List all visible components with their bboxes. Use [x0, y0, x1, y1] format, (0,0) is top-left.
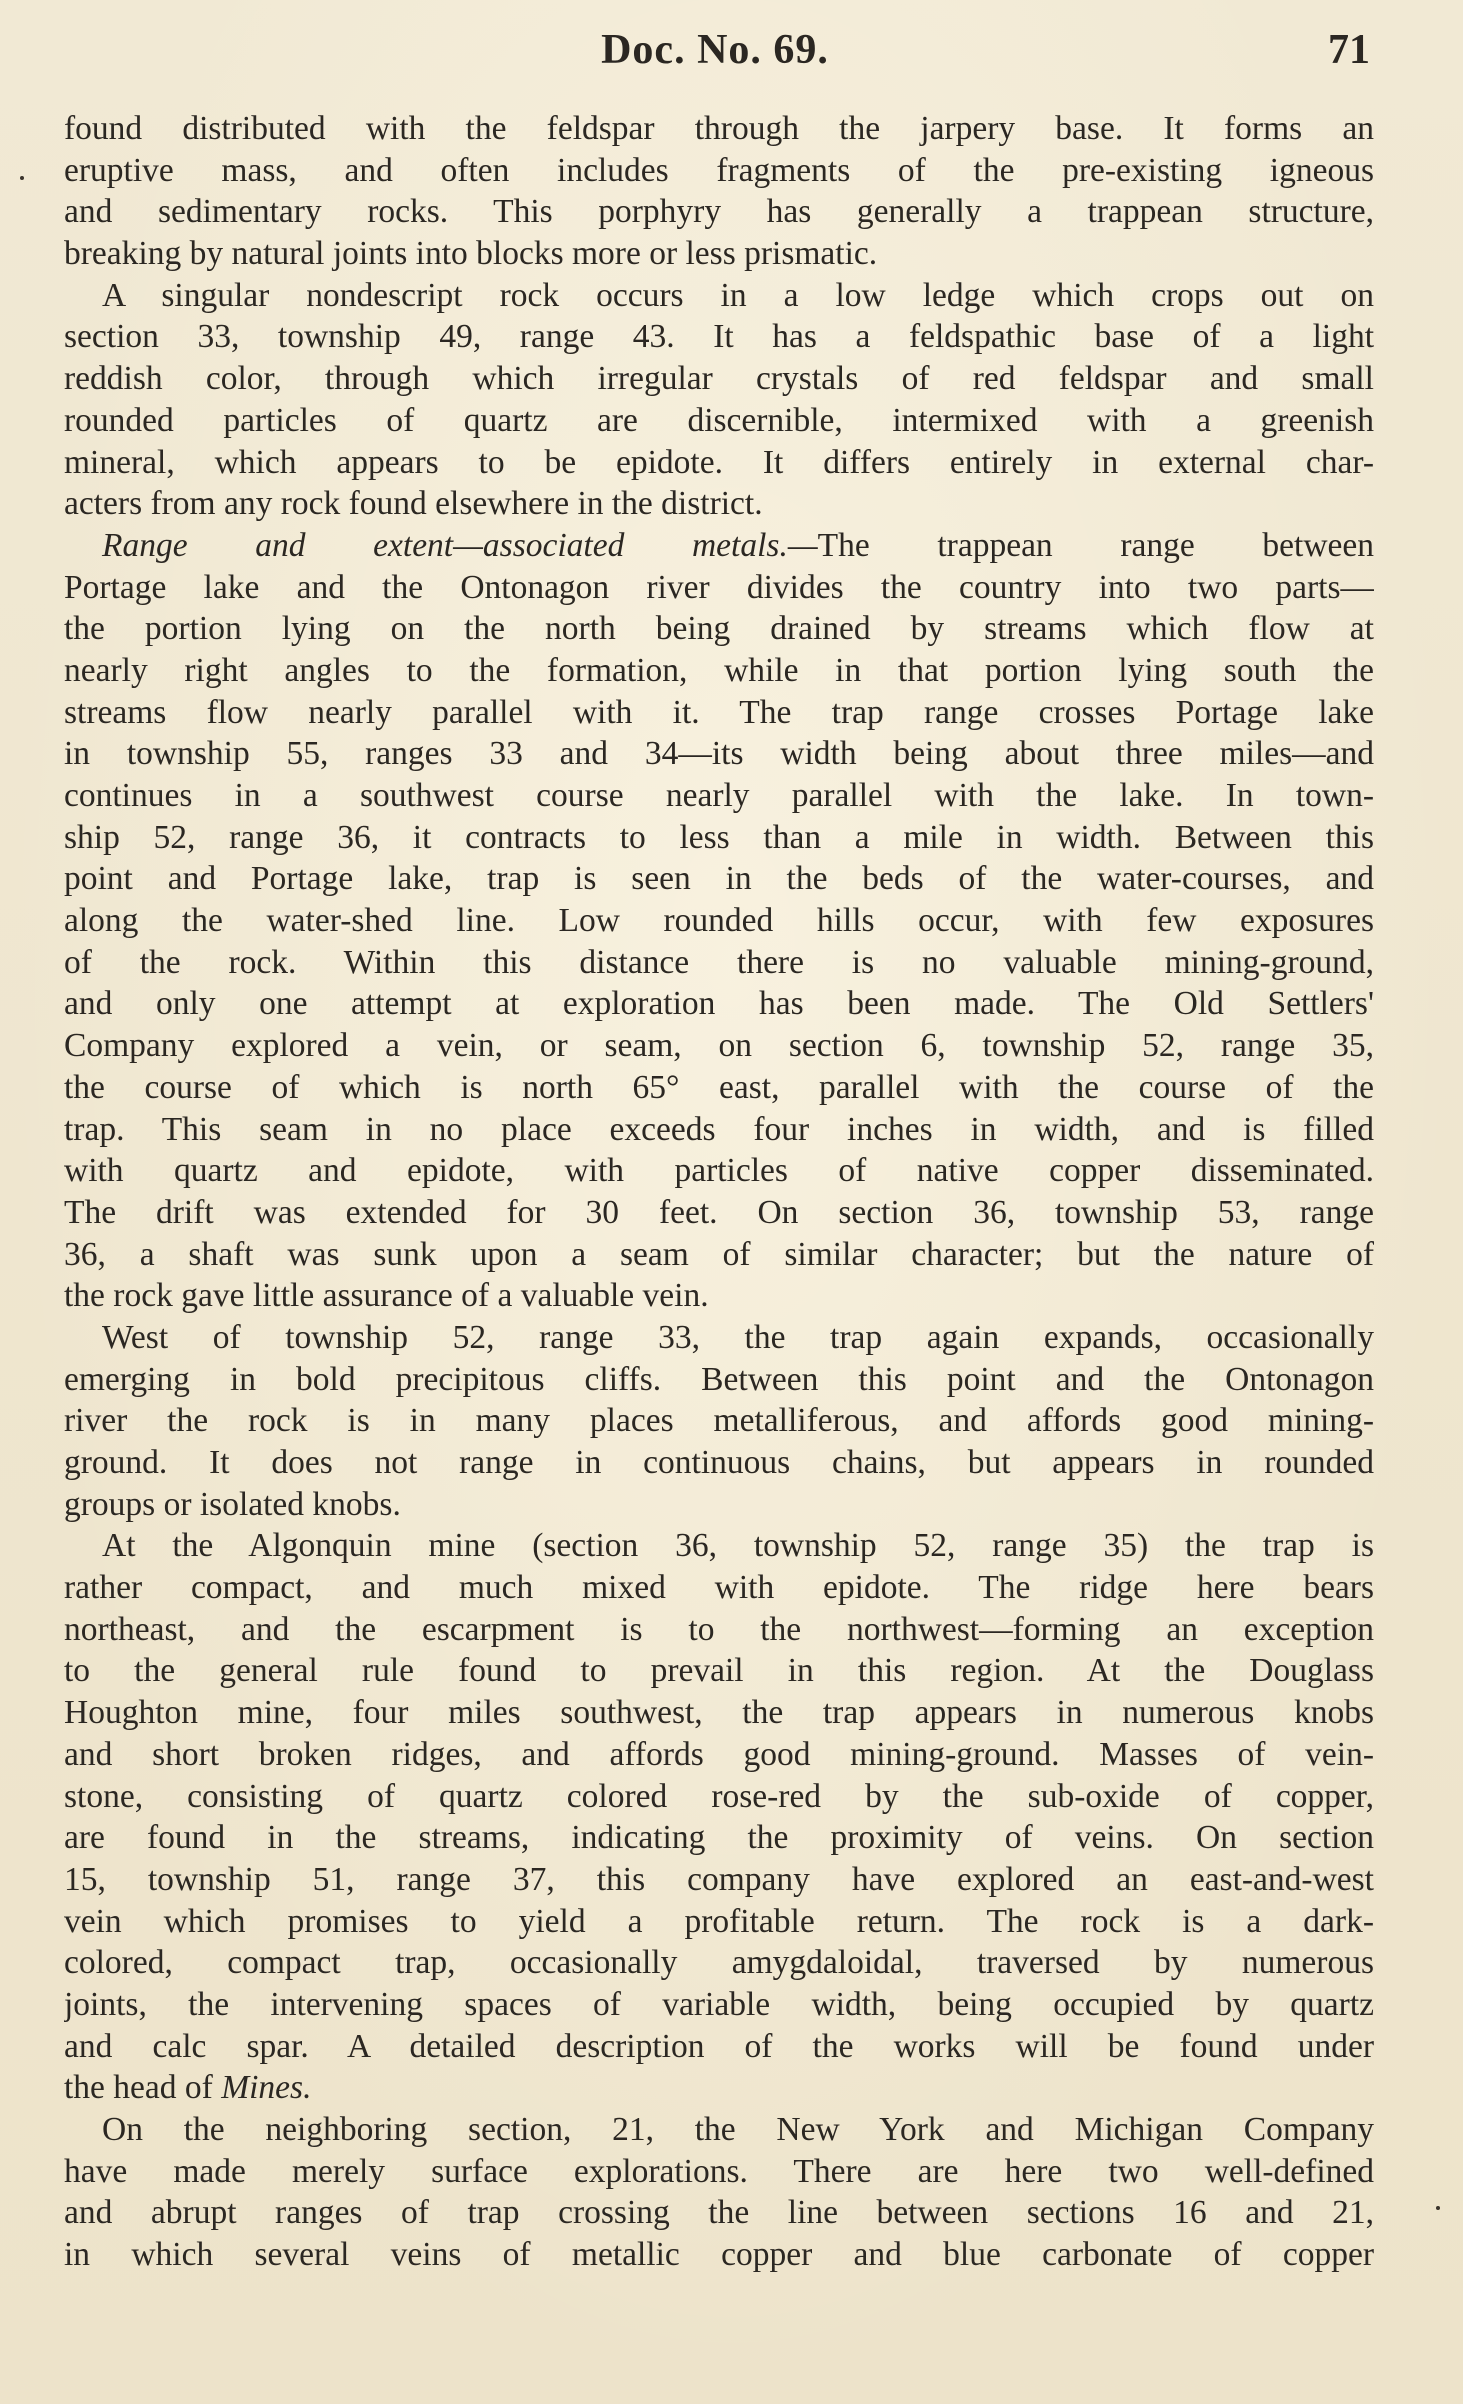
text-line: continues in a southwest course nearly parallel with the lake. In town-	[64, 777, 1374, 814]
text-line: vein which promises to yield a profitable return. The rock is a dark-	[64, 1902, 1374, 1940]
text-line: and abrupt ranges of trap crossing the line between sections 16 and 21,	[64, 2194, 1374, 2232]
document-title: Doc. No. 69.	[601, 27, 829, 73]
text-line: along the water-shed line. Low rounded hills occur, with few exposures	[64, 902, 1374, 940]
text-line: the rock gave little assurance of a valuable vein.	[64, 1277, 709, 1315]
text-line: breaking by natural joints into blocks more or less prismatic.	[64, 235, 878, 273]
text-line: to the general rule found to prevail in this region. At the Douglass	[64, 1652, 1374, 1690]
text-line: rather compact, and much mixed with epidote. The ridge here bears	[64, 1569, 1374, 1607]
paragraph-start-line: West of township 52, range 33, the trap again expands, occasionally	[102, 1318, 1374, 1356]
text-line: reddish color, through which irregular crystals of red feldspar and small	[64, 360, 1374, 398]
section-heading-line: Range and extent—associated metals.—The trappean range between	[102, 526, 1374, 564]
text-line: northeast, and the escarpment is to the northwest—forming an exception	[64, 1610, 1374, 1648]
text-line: point and Portage lake, trap is seen in the beds of the water-courses, and	[64, 860, 1374, 898]
text-line: joints, the intervening spaces of variable width, being occupied by quartz	[64, 1985, 1374, 2023]
text-line: the portion lying on the north being drained by streams which flow at	[64, 610, 1374, 648]
text-line: of the rock. Within this distance there is no valuable mining-ground,	[64, 943, 1374, 981]
text-line: ship 52, range 36, it contracts to less than a mile in width. Between this	[64, 818, 1374, 856]
text-line: and short broken ridges, and affords good mining-ground. Masses of vein-	[64, 1735, 1374, 1773]
text-line: streams flow nearly parallel with it. The trap range crosses Portage lake	[64, 693, 1374, 731]
ink-speck	[1436, 2206, 1440, 2210]
paragraph-start-line: A singular nondescript rock occurs in a low ledge which crops out on	[102, 276, 1374, 314]
text-line: and only one attempt at exploration has been made. The Old Settlers'	[64, 985, 1374, 1023]
text-line: section 33, township 49, range 43. It has a feldspathic base of a light	[64, 318, 1374, 356]
body-text	[64, 108, 1374, 2276]
text-line: 36, a shaft was sunk upon a seam of similar character; but the nature of	[64, 1235, 1374, 1273]
text-line: groups or isolated knobs.	[64, 1485, 401, 1523]
text-line: have made merely surface explorations. There are here two well-defined	[64, 2152, 1374, 2190]
text-line: river the rock is in many places metalliferous, and affords good mining-	[64, 1402, 1374, 1440]
text-line: rounded particles of quartz are discernible, intermixed with a greenish	[64, 401, 1374, 439]
page-header	[60, 22, 1370, 82]
paragraph-start-line: At the Algonquin mine (section 36, township 52, range 35) the trap is	[102, 1527, 1374, 1565]
text-line: found distributed with the feldspar through the jarpery base. It forms an	[64, 110, 1374, 147]
text-line: Portage lake and the Ontonagon river divides the country into two parts—	[64, 568, 1374, 606]
text-line: with quartz and epidote, with particles of native copper disseminated.	[64, 1152, 1374, 1190]
text-line: in which several veins of metallic copper and blue carbonate of copper	[64, 2236, 1374, 2274]
text-line: Houghton mine, four miles southwest, the trap appears in numerous knobs	[64, 1694, 1374, 1732]
paragraph-start-line: On the neighboring section, 21, the New York and Michigan Company	[102, 2111, 1374, 2148]
text-line: emerging in bold precipitous cliffs. Between this point and the Ontonagon	[64, 1360, 1374, 1398]
text-line: the course of which is north 65° east, parallel with the course of the	[64, 1068, 1374, 1106]
text-line: colored, compact trap, occasionally amygdaloidal, traversed by numerous	[64, 1944, 1374, 1982]
text-line: and sedimentary rocks. This porphyry has generally a trappean structure,	[64, 193, 1374, 231]
text-line: acters from any rock found elsewhere in the district.	[64, 485, 763, 523]
text-line: in township 55, ranges 33 and 34—its width being about three miles—and	[64, 735, 1374, 773]
page-number: 71	[1328, 27, 1370, 73]
text-line: nearly right angles to the formation, while in that portion lying south the	[64, 651, 1374, 689]
text-line: the head of Mines.	[64, 2069, 312, 2107]
text-line: The drift was extended for 30 feet. On section 36, township 53, range	[64, 1193, 1374, 1231]
text-line: 15, township 51, range 37, this company have explored an east-and-west	[64, 1860, 1374, 1898]
text-line: ground. It does not range in continuous chains, but appears in rounded	[64, 1444, 1374, 1481]
text-line: stone, consisting of quartz colored rose-red by the sub-oxide of copper,	[64, 1777, 1374, 1815]
ink-speck	[20, 176, 24, 180]
text-line: trap. This seam in no place exceeds four inches in width, and is filled	[64, 1110, 1374, 1148]
text-line: eruptive mass, and often includes fragments of the pre-existing igneous	[64, 151, 1374, 189]
text-line: mineral, which appears to be epidote. It differs entirely in external char-	[64, 443, 1374, 481]
text-line: and calc spar. A detailed description of the works will be found under	[64, 2027, 1374, 2065]
text-line: Company explored a vein, or seam, on section 6, township 52, range 35,	[64, 1027, 1374, 1065]
text-line: are found in the streams, indicating the proximity of veins. On section	[64, 1819, 1374, 1857]
